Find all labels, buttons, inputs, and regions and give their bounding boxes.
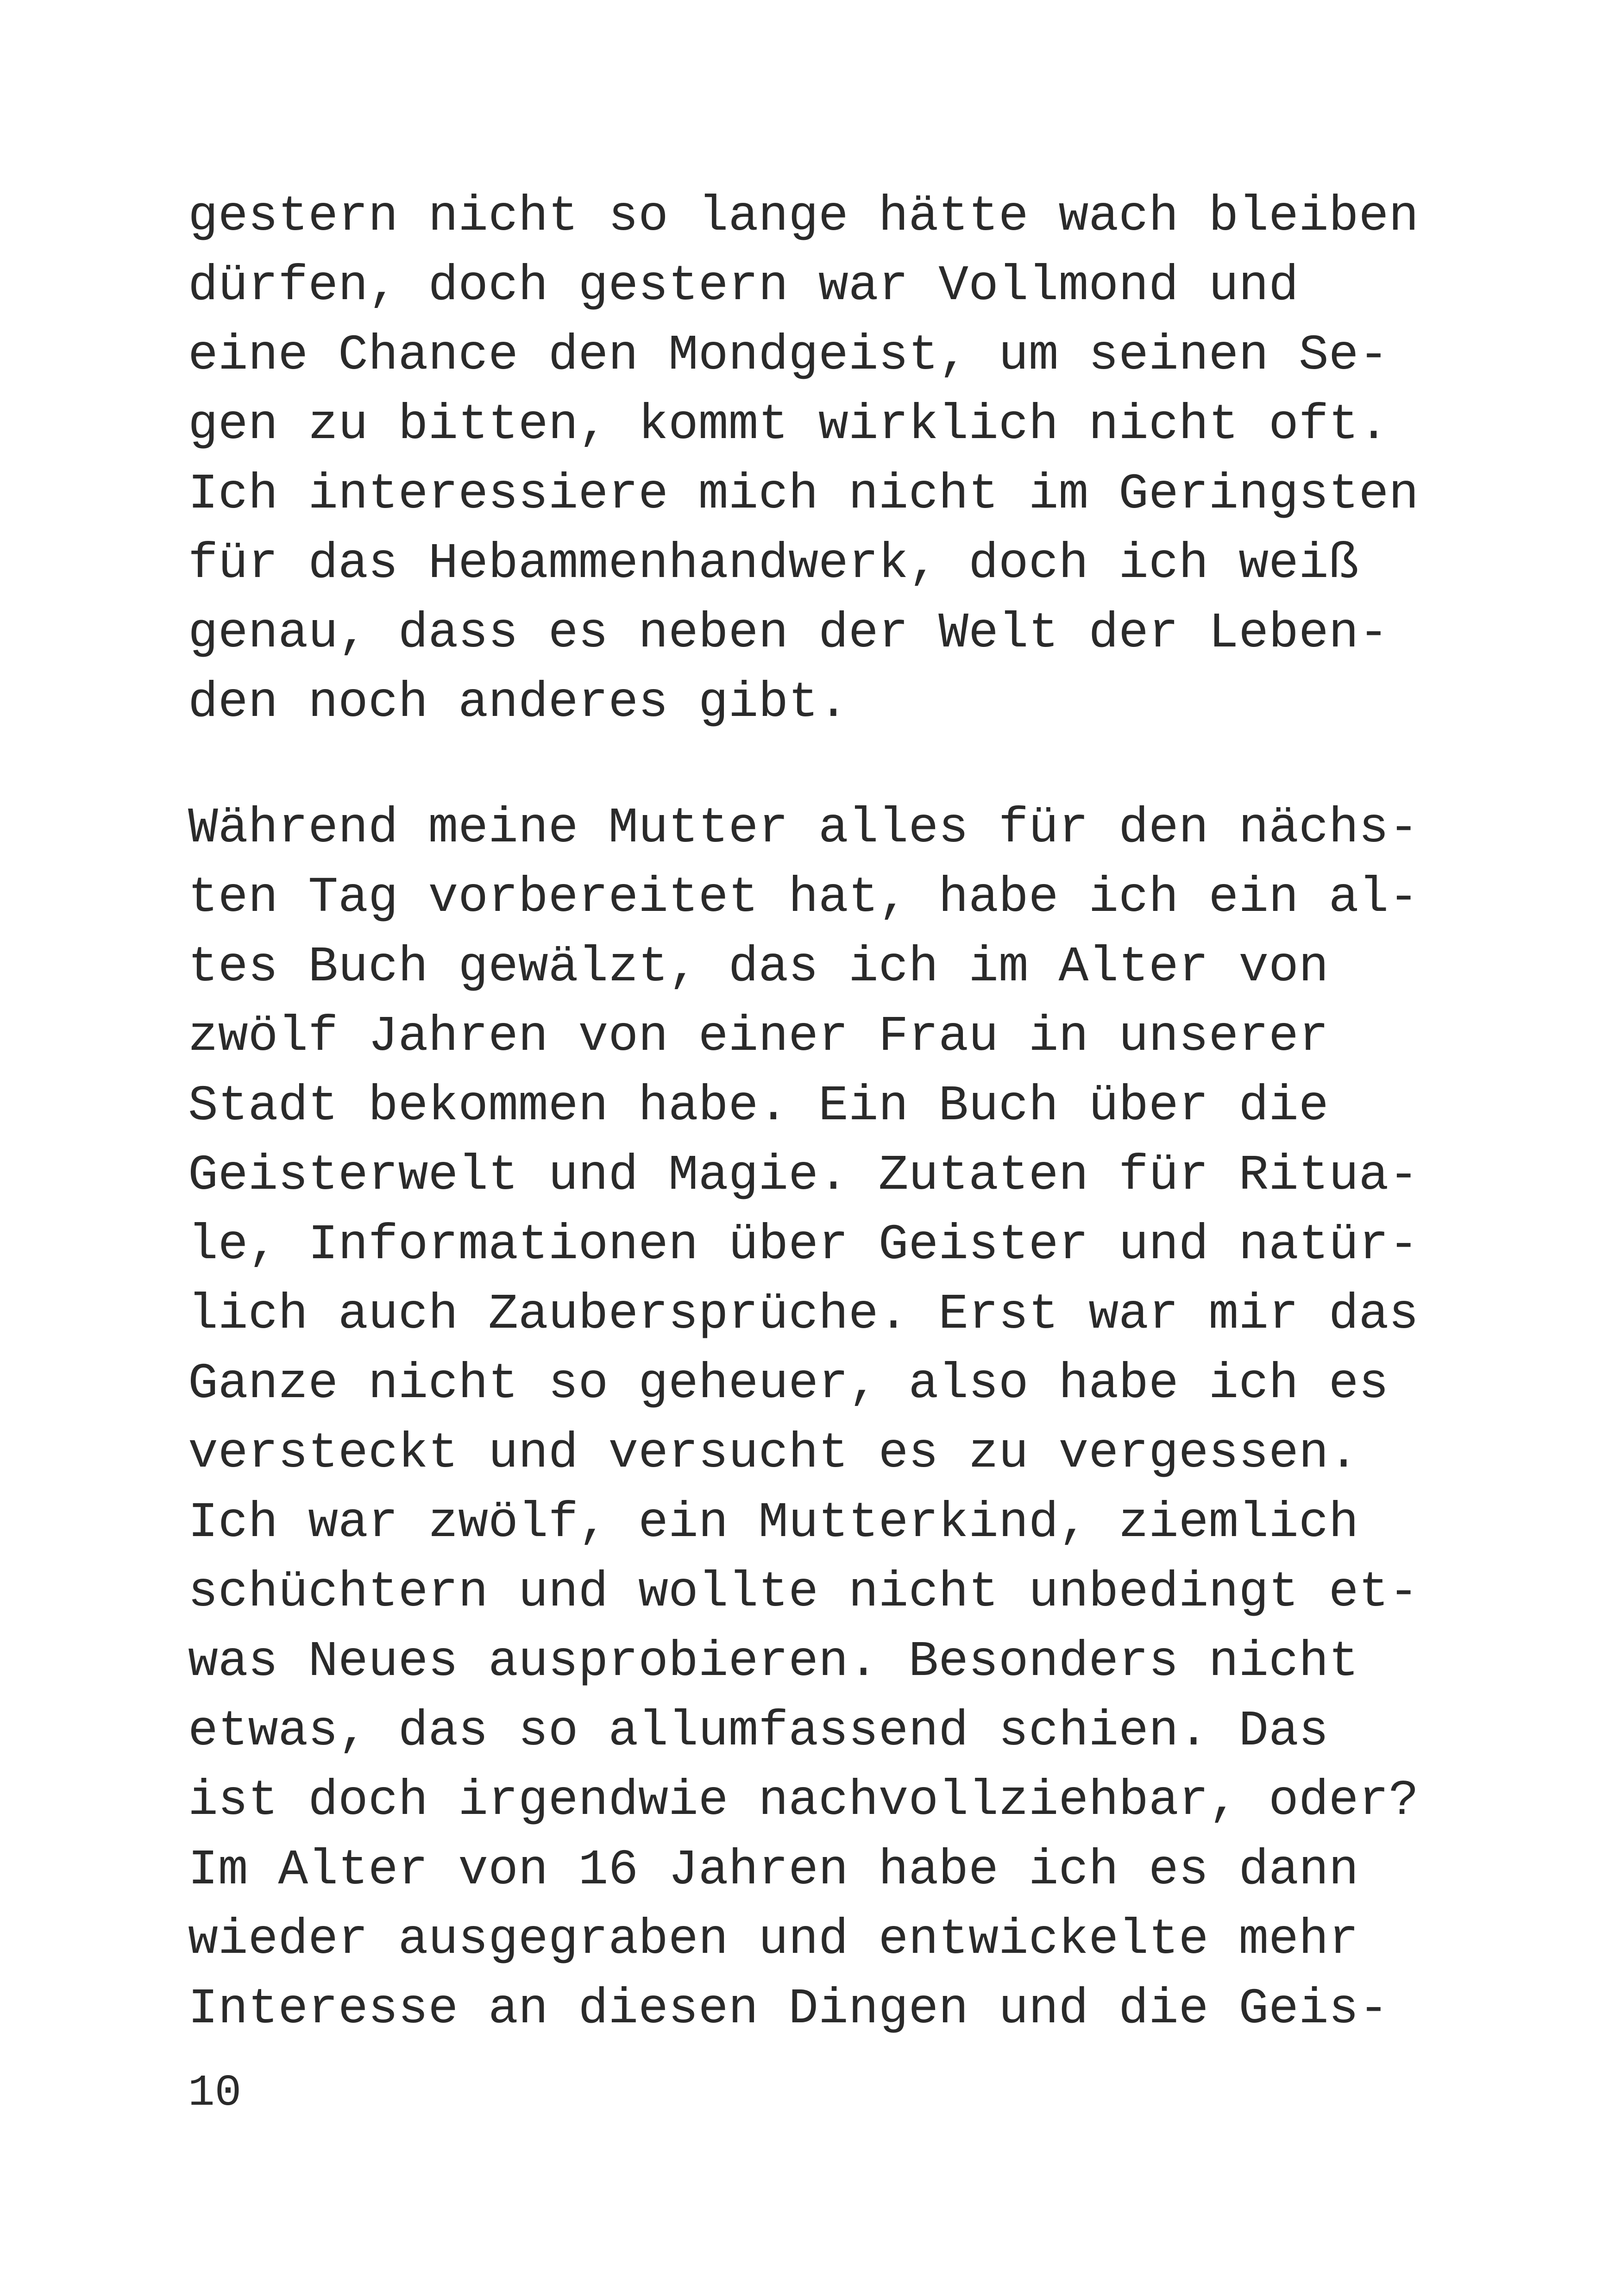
- paragraph: [188, 182, 1485, 738]
- text-line: ten Tag vorbereitet hat, habe ich ein al-: [188, 870, 1419, 926]
- text-line: genau, dass es neben der Welt der Leben-: [188, 605, 1389, 662]
- text-line: Interesse an diesen Dingen und die Geis-: [188, 1981, 1389, 2038]
- text-line: wieder ausgegraben und entwickelte mehr: [188, 1912, 1359, 1968]
- text-line: Ich war zwölf, ein Mutterkind, ziemlich: [188, 1495, 1359, 1551]
- text-line: Ganze nicht so geheuer, also habe ich es: [188, 1356, 1389, 1412]
- text-line: Im Alter von 16 Jahren habe ich es dann: [188, 1842, 1359, 1899]
- text-line: versteckt und versucht es zu vergessen.: [188, 1425, 1359, 1482]
- text-line: gestern nicht so lange hätte wach bleiben: [188, 188, 1419, 245]
- text-line: tes Buch gewälzt, das ich im Alter von: [188, 939, 1329, 996]
- text-line: dürfen, doch gestern war Vollmond und: [188, 258, 1299, 314]
- text-line: lich auch Zaubersprüche. Erst war mir das: [188, 1286, 1419, 1343]
- text-line: le, Informationen über Geister und natür-: [188, 1217, 1419, 1273]
- text-line: für das Hebammenhandwerk, doch ich weiß: [188, 536, 1359, 592]
- text-line: Geisterwelt und Magie. Zutaten für Ritua-: [188, 1148, 1419, 1204]
- text-line: Stadt bekommen habe. Ein Buch über die: [188, 1078, 1329, 1135]
- text-line: etwas, das so allumfassend schien. Das: [188, 1703, 1329, 1760]
- text-line: schüchtern und wollte nicht unbedingt et-: [188, 1564, 1419, 1621]
- text-line: Während meine Mutter alles für den nächs-: [188, 800, 1419, 857]
- paragraph: [188, 794, 1485, 2044]
- text-line: was Neues ausprobieren. Besonders nicht: [188, 1634, 1359, 1690]
- text-line: gen zu bitten, kommt wirklich nicht oft.: [188, 397, 1389, 453]
- text-line: Ich interessiere mich nicht im Geringsten: [188, 466, 1419, 523]
- text-line: zwölf Jahren von einer Frau in unserer: [188, 1009, 1329, 1065]
- text-line: eine Chance den Mondgeist, um seinen Se-: [188, 327, 1389, 384]
- text-line: den noch anderes gibt.: [188, 675, 848, 731]
- text-line: ist doch irgendwie nachvollziehbar, oder?: [188, 1773, 1419, 1829]
- page-number: 10: [188, 2068, 242, 2118]
